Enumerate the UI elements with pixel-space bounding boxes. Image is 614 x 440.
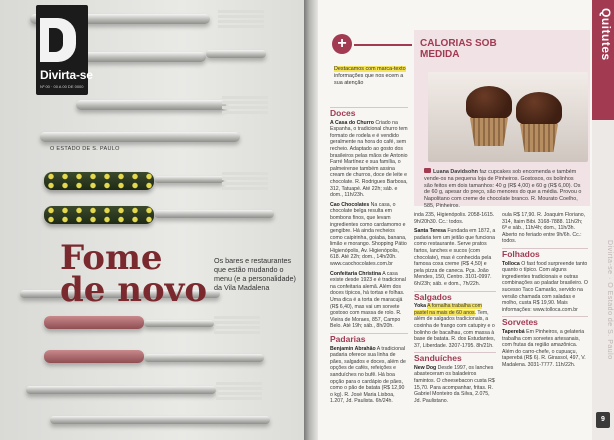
dotted-handle-knife [44,206,154,224]
intro-text: informações que nos ecem a sua atenção [334,73,404,86]
header-rule [354,44,412,46]
feature-caption-name: Luana Davidsohn [433,169,478,175]
listing-item [330,120,408,199]
fork-tines [222,172,268,190]
page-number: 9 [596,412,610,428]
listing-title: Tolloca [502,260,520,267]
logo-d-icon [40,18,76,62]
listing-item [330,271,408,330]
listing-highlight: A fornalha trabalha com pastel na mais de 60 anos [414,303,482,316]
intro-highlight: Destacamos com marca-texto [334,66,406,72]
fork-tines [222,96,268,114]
listing-title: Yoka [414,303,427,310]
listing-text: Desde 1997, os lanches abasteceram os baladeiros famintos. O cheesebacon custa R$ 15,70. Para acompanhar, fritas. R. Gabriel Monteiro da Silva, 2.075, Jd. Paulistano. [414,364,495,404]
logo-title: Divirta-se [40,68,93,82]
listing-title: A Casa do Churro [330,119,374,126]
fork-neck [154,176,224,183]
fork-tines [214,316,260,334]
brand-label: O ESTADO DE S. PAULO [50,146,120,152]
intro-note [334,66,410,87]
listing-title: Confeitaria Christina [330,270,382,277]
left-magazine-page [0,0,304,440]
listing-item [330,202,408,268]
logo-edition: Nº 00 · 00 A 00 DE 0000 [40,84,84,89]
listing-text: inda 235, Higienópolis. 2058-1615. 9h/20h30. Cc.: todos. [414,212,495,225]
listing-text: O fast food surpreende tanto quanto o típico. Com alguns ingredientes tradicionais e outras combinações ao paladar brasileiro. O sucesso Taco Camarão, servido na versão chamada com saladas e molho, custa R$ 19,90. Mais informações: www.tolloca.com.br [502,260,588,313]
cover-headline: Fome de novo [60,238,208,310]
page-fold [304,0,318,440]
section-heading-folhados: Folhados [502,248,588,258]
listing-item [502,261,588,314]
spoon [40,132,240,142]
feature-caption-text: faz cupcakes sob encomenda e também vende-os na pequena loja de Pinheiros. Gostosos, os bolinhos são feitos em dois tamanhos: 40 g (R$ 4,00) e 60 g (R$ 6,00). Os de 60 g, apesar do preço, são menores do que a média. Provou o Napolitano com creme de chocolate branco. R. Mourato Coelho, 585, Pinheiros. [424,169,582,209]
listing-text: Fundada em 1872, a padaria tem um jeitão que funciona como restaurante. Serve pratos fartos, lanches e sucos (com chocolate), mas é conhecida pela famosa coxa creme (R$ 4,50) e pela pizza de caneca. Pça. João Mendes, 150, Centro. 3101-0997. 6h/23h; sáb. e dom., 7h/22h. [414,228,496,287]
knife-blade [144,354,264,362]
listing-text: A tradicional padaria oferece sua linha de pães, salgados e doces, além de opções de cafés, refeições e sanduíches no bufê. Há boa opção para o cardápio de pães, como o pão de batata (R$ 12,90 o kg). R. José Maria Lisboa, 1.207, Jd. Paulista. 6h/24h. [330,345,406,405]
column-1 [330,104,408,408]
section-heading-doces: Doces [330,107,408,117]
plus-icon: + [332,34,352,54]
cupcake-frosting [466,86,512,120]
listing-item [414,228,496,287]
pink-handle-fork [44,316,144,329]
cupcake-photo [428,72,588,162]
knife-blade [154,210,274,218]
spoon [50,416,270,424]
knife [26,386,216,394]
listing-item [502,329,588,369]
column-3 [502,212,588,371]
listing-text: A casa existe desde 1923 e é tradicional na confeitaria alemã. Além dos doces típicos, há tortas e folhas. Uma dica é a torta de maracujá (R$ 6,40), mas vai um sorvete gostoso com massa de rolo. R. Vieira de Moraes, 857, Campo Belo. Até 19h; sáb., 8h/20h. [330,270,406,330]
listing-text: Criado na Espanha, o tradicional churro tem formato de rodela e é vendido geralmente na hora do café, sem recheio. Adaptado ao gosto dos brasileiros pelas mãos de Antonio Farré Martínez e sua família, o palmeirense também assina cream de churros, doce de leite e chocolate. R. Rodrigues Barbosa, 312, Tatuapé. Até 22h; sáb. e dom., 11h/23h. [330,119,408,199]
column-2 [414,212,496,407]
cupcake-wrapper [520,124,558,152]
fork-tines [218,10,264,28]
feature-title: CALORIAS SOB MEDIDA [420,38,497,60]
listing-title: Santa Teresa [414,228,446,235]
cover-subheadline: Os bares e restaurantes que estão mudando o menu (e a personalidade) da Vila Madalena [214,256,296,292]
section-heading-padarias: Padarias [330,333,408,343]
section-heading-sanduiches: Sanduíches [414,352,496,362]
right-magazine-page [318,0,614,440]
listing-title: New Dog [414,364,437,371]
feature-box [414,30,590,209]
listing-text: oula R$ 17,90. R. Joaquim Floriano, 314, Itaim Bibi. 3168-7888. 11h/2h; 6ª e sáb., 11h/4h; dom., 11h/3h. Aberto no feriado entre 9h/6h. Cc.: todos. [502,212,586,245]
listing-item [414,303,496,349]
knife-blade [206,50,266,58]
listing-item [414,365,496,405]
listing-title: Cao Chocolates [330,201,370,208]
listing-text: . Tem, além de salgados tradicionais, a coxinha de frango com catupiry e o bolinho de bacalhau, com massa à base de batata. R. dos Estudantes, 37, Liberdade. 3207-1795. 8h/21h. [414,309,496,349]
feature-caption [424,168,582,210]
section-heading-salgados: Salgados [414,291,496,301]
listing-text: Em Pinheiros, a gelateria trabalha com sorvetes artesanais, com frutas da região amazônica. Além do carro-chefe, o cupuaçu, taperebá (R$ 6). R. Girassol, 497, V. Madalena. 3031-7777. 11h/22h. [502,328,586,368]
section-tab-label: Quitutes [599,8,613,61]
fork-tines [216,382,262,400]
cupcake-wrapper [470,118,508,146]
listing-title: Benjamin Abrahão [330,345,376,352]
dotted-handle-fork [44,172,154,190]
cupcake-frosting [516,92,562,126]
listing-title: Taperebá [502,328,525,335]
side-running-label: Divirta-se · O Estado de S. Paulo [606,240,613,360]
section-heading-sorvetes: Sorvetes [502,316,588,326]
listing-item [330,346,408,405]
fork [76,100,226,110]
fork-neck [144,320,214,327]
caption-marker-icon [424,168,431,173]
listing-text: Na casa, o chocolate belga resulta em bombons finos, que levam ingredientes como cardamomo e gengibre. Há ainda recheios como caipirinha, goiaba, banana, limão e morango. Shopping Pátio Higienópolis, Av. Higienópolis, 618. Até 22h; dom., 14h/20h. www.caochocolates.com.br [330,201,407,268]
pink-handle-knife [44,350,144,363]
